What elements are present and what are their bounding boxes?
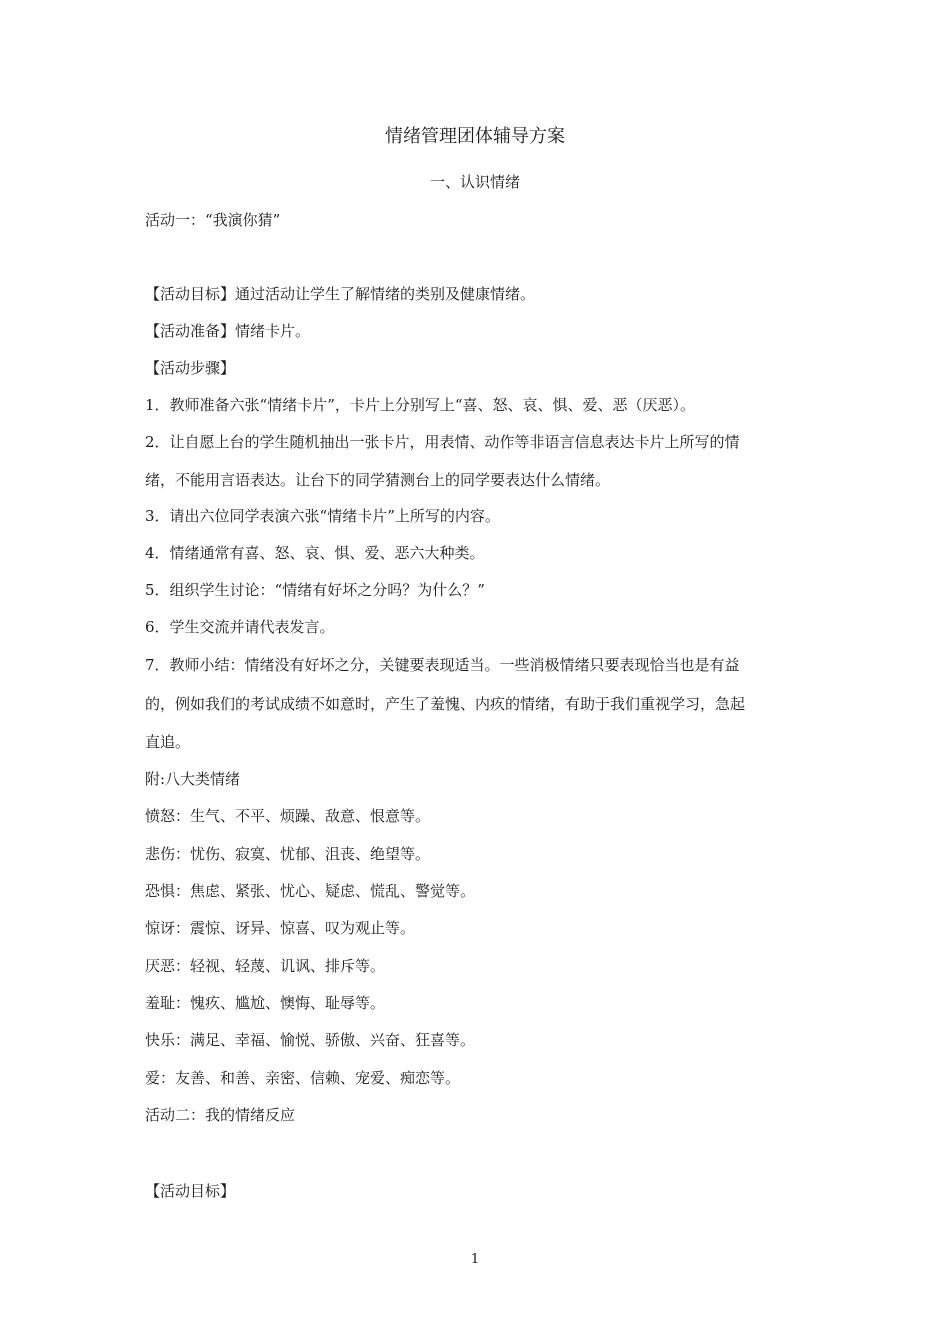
activity-goal: 【活动目标】 [145,1182,236,1200]
step-1: 1．教师准备六张“情绪卡片”，卡片上分别写上“喜、怒、哀、惧、爱、恶（厌恶）。 [145,396,696,414]
activity-heading: 活动二：我的情绪反应 [145,1106,296,1124]
emotion-item: 快乐：满足、幸福、愉悦、骄傲、兴奋、狂喜等。 [145,1031,476,1049]
step-2-line-2: 绪，不能用言语表达。让台下的同学猜测台上的同学要表达什么情绪。 [145,471,611,489]
emotion-item: 爱：友善、和善、亲密、信赖、宠爱、痴恋等。 [145,1069,461,1087]
step-5: 5．组织学生讨论：“情绪有好坏之分吗？为什么？” [145,581,485,599]
emotion-item: 厌恶：轻视、轻蔑、讥讽、排斥等。 [145,957,386,975]
emotion-item: 恐惧：焦虑、紧张、忧心、疑虑、慌乱、警觉等。 [145,882,476,900]
page-number: 1 [470,1252,480,1267]
activity-goal: 【活动目标】通过活动让学生了解情绪的类别及健康情绪。 [145,285,536,303]
emotion-item: 惊讶：震惊、讶异、惊喜、叹为观止等。 [145,919,416,937]
step-2-line-1: 2．让自愿上台的学生随机抽出一张卡片，用表情、动作等非语言信息表达卡片上所写的情 [145,433,740,451]
steps-heading: 【活动步骤】 [145,359,236,377]
document-title: 情绪管理团体辅导方案 [385,126,565,147]
section-heading: 一、认识情绪 [429,173,520,191]
activity-prep: 【活动准备】情绪卡片。 [145,322,311,340]
step-6: 6．学生交流并请代表发言。 [145,618,335,636]
step-3: 3．请出六位同学表演六张“情绪卡片”上所写的内容。 [145,507,500,525]
appendix-heading: 附:八大类情绪 [145,770,241,788]
step-7-line-3: 直追。 [145,733,191,751]
step-4: 4．情绪通常有喜、怒、哀、惧、爱、恶六大种类。 [145,544,485,562]
activity-heading: 活动一：“我演你猜” [145,211,281,229]
emotion-item: 愤怒：生气、不平、烦躁、敌意、恨意等。 [145,807,431,825]
step-7-line-2: 的，例如我们的考试成绩不如意时，产生了羞愧、内疚的情绪，有助于我们重视学习，急起 [145,695,746,713]
emotion-item: 羞耻：愧疚、尴尬、懊悔、耻辱等。 [145,994,386,1012]
emotion-item: 悲伤：忧伤、寂寞、忧郁、沮丧、绝望等。 [145,845,431,863]
step-7-line-1: 7．教师小结：情绪没有好坏之分，关键要表现适当。一些消极情绪只要表现恰当也是有益 [145,656,740,674]
